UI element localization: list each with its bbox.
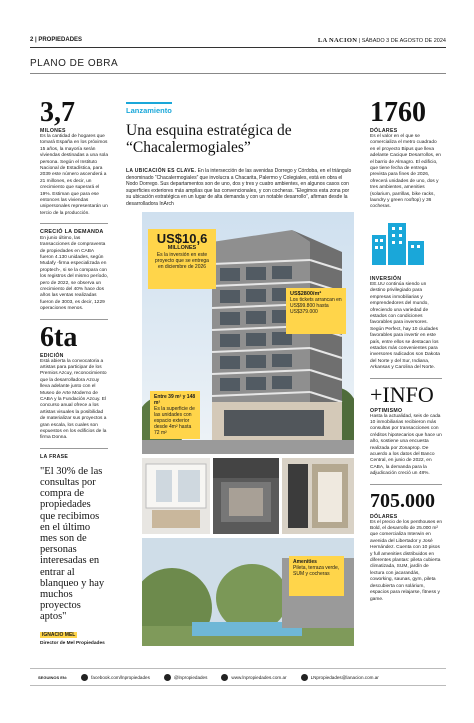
amenities-title: Amenities: [293, 559, 317, 565]
price-description: Es la inversión en este proyecto que se entrega en diciembre de 2026: [155, 252, 209, 270]
web-icon: [221, 674, 228, 681]
stat-label-edicion: EDICIÓN: [40, 352, 64, 359]
stat-text-optimismo: Hasta la actualidad, seis de cada 10 inmobiliarias recibieron más consultas por transacciones con créditos hipotecarios que hace un año, sostiene una encuesta realizada por Zonaprop. De acuerdo a los datos del Banco Central, en junio de 2022, en CABA, la demanda para la adjudicación creció un 48%.: [370, 413, 442, 477]
stat-number-1760: 1760: [370, 97, 426, 128]
city-buildings-icon: [370, 221, 442, 270]
surface-badge: [150, 391, 200, 439]
divider: [40, 223, 108, 224]
quote-author: IGNACIO MEL: [42, 631, 76, 638]
stat-text-bold: Es el precio de los penthouses en Bold, el desarrollo de 25.000 m² que comercializa Interwin en avenida del Libertador y José Hernández. Cuenta con 10 pisos y full amenities distribuidos en diferentes plantas: pileta cubierta climatizada, SUM, jardín de lectura con jacarandás, coworking, saunas, gym, pileta descubierta con solárium, espacios para relajarse, fitness y game.: [370, 519, 443, 602]
right-column: [370, 97, 443, 603]
price-value: US$10,6: [156, 231, 208, 246]
website-link[interactable]: www.lnpropiedades.com.ar: [221, 674, 286, 681]
article-headline: Una esquina estratégica de “Chacalermogiales”: [126, 122, 292, 156]
paper-name: LA NACION: [317, 37, 358, 44]
lobby-photo: [282, 458, 354, 534]
quote-author-role: Director de Mel Propiedades: [40, 640, 105, 646]
divider: [40, 319, 108, 320]
facebook-icon: [81, 674, 88, 681]
interior-photo-2: [213, 458, 279, 534]
stat-label-inversion: INVERSIÓN: [370, 275, 402, 282]
left-column: [40, 97, 109, 647]
page-number-section: 2 | PROPIEDADES: [30, 37, 83, 43]
stat-text-demanda: En junio último, las transacciones de compraventa de propiedades en CABA fueron 4.130 unidades, según Mudafy -firma especializada en proptech-, si se la compara con los registros del mismo período, pero de 2022, se observa un crecimiento del 40% hace dos años las ventas realizadas fueron de 3003, es decir, 1229 operaciones menos.: [40, 235, 108, 312]
surface-range: Entre 39 m² y 148 m²: [154, 394, 196, 406]
m2-price-description: Los tickets arrancan en US$99.800 hasta US$379.000: [290, 297, 342, 315]
issue-date: SÁBADO 3 DE AGOSTO DE 2024: [361, 38, 446, 44]
price-unit: MILLONES: [167, 245, 197, 251]
stat-text-inversion: EE.UU continúa siendo un destino privilegiado para empresas inmobiliarias y emprendedores del mundo, ofreciendo una variedad de estados con condiciones favorables para inversores. Según Perfect, hay 10 ciudades favorables para invertir en este país, entre ellos se destacan los estados más convenientes para inversores radicados son Dakota del Norte y del Sur, Indiana, Arkansas y Carolina del Norte.: [370, 281, 440, 371]
stat-number-6ta: 6ta: [40, 321, 78, 353]
article: [126, 100, 354, 207]
quote-label: LA FRASE: [40, 453, 69, 460]
social-footer: [30, 668, 446, 686]
amenities-badge: [289, 556, 344, 596]
lead-text: En la intersección de las avenidas Dorrego y Córdoba, en el triángulo denominado “Chacalermogiales” que involucra a Chacarita, Palermo y Colegiales, está en obra el Nodo Dorrego. Sus departamentos son de uno, dos y tres y cuatro ambientes, en algunos casos con superficies exteriores más amplias que las convencionales, y con cocheras. “Elegimos esta zona por su ubicación estratégica en un lugar de alta demanda y con un notable desarrollo”, afirman desde la desarrolladora InArch: [126, 168, 352, 207]
stat-number-3-7: 3,7: [40, 97, 75, 128]
pull-quote: "El 30% de las consultas por compra de propiedades que recibimos en el último mes son de personas interesadas en entrar al blanqueo y hay muchos proyectos aptos": [40, 465, 105, 623]
stat-info: +INFO: [370, 381, 434, 407]
stat-label-dolares: DÓLARES: [370, 128, 398, 134]
lead-title: LA UBICACIÓN ES CLAVE.: [126, 168, 197, 174]
follow-label: SEGUINOS EN:: [38, 674, 68, 680]
stat-number-705000: 705.000: [370, 489, 435, 512]
divider: [370, 484, 442, 485]
m2-price-badge: [286, 288, 346, 334]
stat-text: Es la cantidad de hogares que tomará España en los próximos 15 años, la mayoría serán viviendas destinadas a una sola persona. Según el Instituto Nacional de Estadística, para 2039 este número ascenderá a 21 millones, es decir, un crecimiento que superará el 19%. Estiman que para ese entonces las viviendas unipersonales representarán un tercio de la producción.: [40, 134, 109, 216]
amenities-description: Pileta, terraza verde, SUM y cocheras: [293, 565, 340, 577]
email-link[interactable]: LNpropiedades@lanacion.com.ar: [301, 674, 379, 681]
stat-label-dolares-2: DÓLARES: [370, 513, 398, 520]
divider: [370, 378, 442, 379]
instagram-icon: [164, 674, 171, 681]
section-title: PLANO DE OBRA: [30, 58, 446, 74]
divider: [40, 448, 108, 449]
stat-label-demanda: CRECIÓ LA DEMANDA: [40, 229, 104, 236]
instagram-link[interactable]: @lnpropiedades: [164, 674, 208, 681]
facebook-link[interactable]: facebook.com/lnpropiedades: [81, 674, 150, 681]
stat-text-bipus: Es el valor en el que se comercializa el metro cuadrado en el proyecto Bipus que lleva adelante Cacique Desarrollos, en el barrio de Almagro. El edificio, que tiene fecha de entrega prevista para fines de 2026, ofrecerá unidades de uno, dos y tres ambientes, amenities (solarium, parrillas, bike racks, laundry y green rooftop) y 36 cocheras.: [370, 134, 441, 210]
surface-description: Es la superficie de las unidades con espacio exterior desde 4m² hasta 72 m²: [154, 406, 195, 436]
article-lead: [126, 168, 354, 207]
m2-price: US$2800/m²: [290, 291, 322, 297]
page-header: [30, 36, 446, 48]
stat-label-optimismo: OPTIMISMO: [370, 407, 403, 414]
email-icon: [301, 674, 308, 681]
masthead: LA NACION | SÁBADO 3 DE AGOSTO DE 2024: [317, 37, 446, 44]
stat-text-edicion: Está abierta la convocatoria a artistas para participar de los Premios Azcuy, reconocimiento que la desarrolladora Azcuy lleva adelante junto con el Museo de Arte Moderno de CABA y la Fundación Azcuy. El concurso anual ofrece a los artistas visuales la posibilidad de materializar sus proyectos a gran escala, los cuales son expuestos en los edificios de la firma Donna.: [40, 358, 107, 441]
interior-photo-1: [142, 458, 210, 534]
price-badge: [148, 229, 216, 289]
article-tag: Lanzamiento: [126, 102, 172, 115]
stat-label: MILONES: [40, 128, 66, 134]
